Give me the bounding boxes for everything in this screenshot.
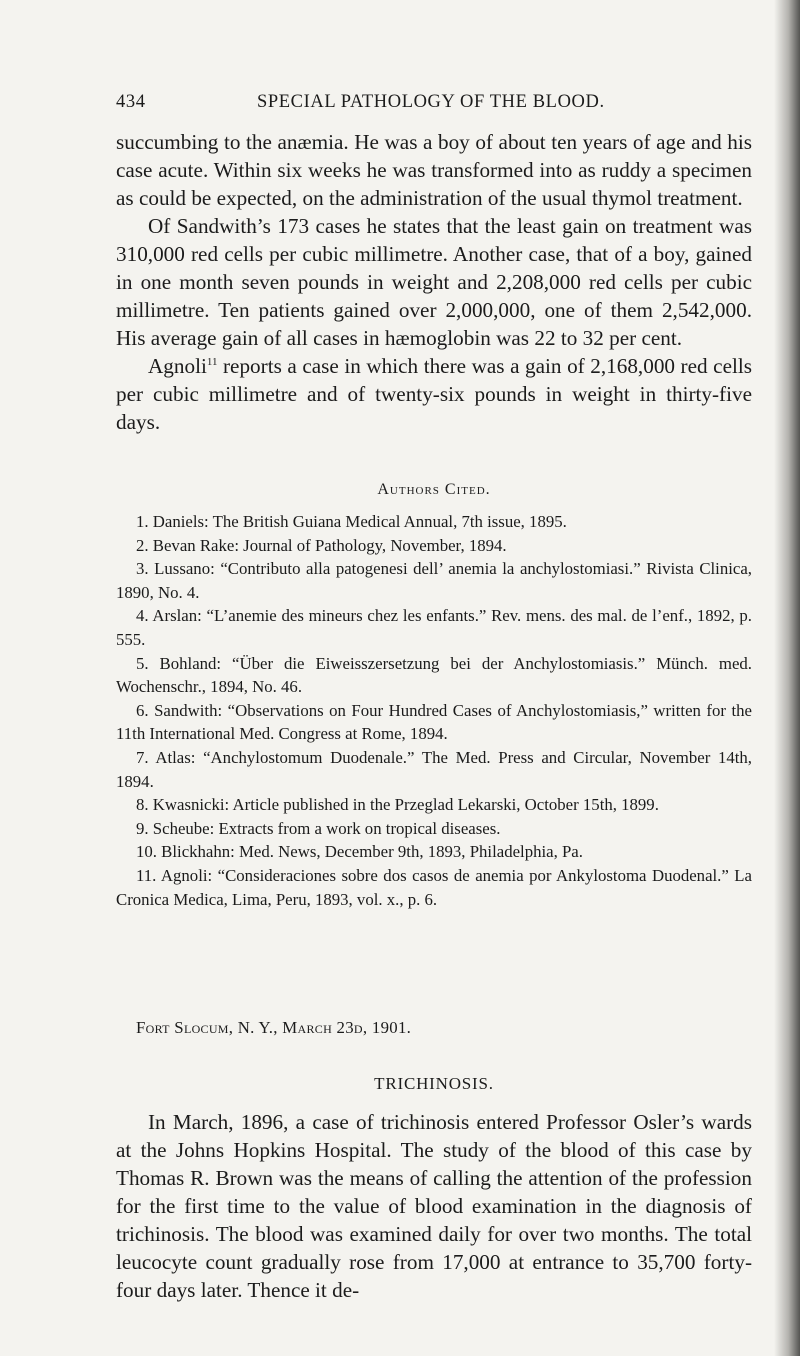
- page-edge-shadow: [774, 0, 800, 1356]
- paragraph-trichinosis: In March, 1896, a case of trichinosis entered Professor Osler’s wards at the Johns Hopkins Hospital. The study of the blood of this case by Thomas R. Brown was the means of calling the attention of the profession for the first time to the value of blood examination in the diagnosis of trichinosis. The blood was examined daily for over two months. The total leucocyte count gradually rose from 17,000 at entrance to 35,700 forty-four days later. Thence it de-: [116, 1110, 752, 1302]
- paragraph-sandwith-cases: Of Sandwith’s 173 cases he states that the least gain on treatment was 310,000 red cells per cubic millimetre. Another case, that of a boy, gained in one month seven pounds in weight and 2,208,000 red cells per cubic millimetre. Ten patients gained over 2,000,000, one of them 2,542,000. His average gain of all cases in hæmoglobin was 22 to 32 per cent.: [116, 214, 752, 350]
- reference-item: 7. Atlas: “Anchylostomum Duodenale.” The Med. Press and Circular, November 14th, 1894.: [116, 747, 752, 791]
- running-title: SPECIAL PATHOLOGY OF THE BLOOD.: [257, 92, 605, 112]
- running-header: [116, 92, 752, 122]
- section-heading-trichinosis: TRICHINOSIS.: [374, 1074, 494, 1093]
- page-number: 434: [116, 92, 146, 112]
- reference-list: [116, 510, 752, 911]
- body-text-bottom: [116, 1108, 752, 1304]
- reference-item: 6. Sandwith: “Observations on Four Hundred Cases of Anchylostomiasis,” written for the 11th International Med. Congress at Rome, 1894.: [116, 700, 752, 744]
- paragraph-anaemia-case: succumbing to the anæmia. He was a boy of about ten years of age and his case acute. Within six weeks he was transformed into as ruddy a specimen as could be expected, on the administration of the usual thymol treatment.: [116, 130, 752, 210]
- reference-item: 2. Bevan Rake: Journal of Pathology, November, 1894.: [136, 535, 507, 555]
- reference-item: 3. Lussano: “Contributo alla patogenesi dell’ anemia la anchylostomiasi.” Rivista Clinica, 1890, No. 4.: [116, 559, 752, 602]
- reference-item: 1. Daniels: The British Guiana Medical Annual, 7th issue, 1895.: [136, 512, 567, 531]
- reference-item: 8. Kwasnicki: Article published in the Przeglad Lekarski, October 15th, 1899.: [136, 795, 659, 815]
- body-text-top: [116, 128, 752, 436]
- authors-cited-heading: Authors Cited.: [377, 481, 491, 498]
- reference-item: 11. Agnoli: “Consideraciones sobre dos casos de anemia por Ankylostoma Duodenal.” La Cronica Medica, Lima, Peru, 1893, vol. x., p. 6.: [116, 865, 752, 909]
- agnoli-name: Agnoli: [148, 354, 207, 378]
- agnoli-text: reports a case in which there was a gain of 2,168,000 red cells per cubic millimetre and of twenty-six pounds in weight in thirty-five days.: [116, 354, 752, 434]
- paragraph-agnoli: [116, 352, 752, 436]
- reference-item: 5. Bohland: “Über die Eiweisszersetzung bei der Anchylostomiasis.” Münch. med. Wochenschr., 1894, No. 46.: [116, 653, 752, 697]
- reference-item: 10. Blickhahn: Med. News, December 9th, 1893, Philadelphia, Pa.: [136, 842, 583, 862]
- reference-item: 4. Arslan: “L’anemie des mineurs chez les enfants.” Rev. mens. des mal. de l’enf., 1892, p. 555.: [116, 606, 752, 649]
- reference-item: 9. Scheube: Extracts from a work on tropical diseases.: [136, 818, 501, 838]
- dateline-signature: Fort Slocum, N. Y., March 23d, 1901.: [136, 1018, 412, 1037]
- footnote-marker: 11: [206, 355, 218, 368]
